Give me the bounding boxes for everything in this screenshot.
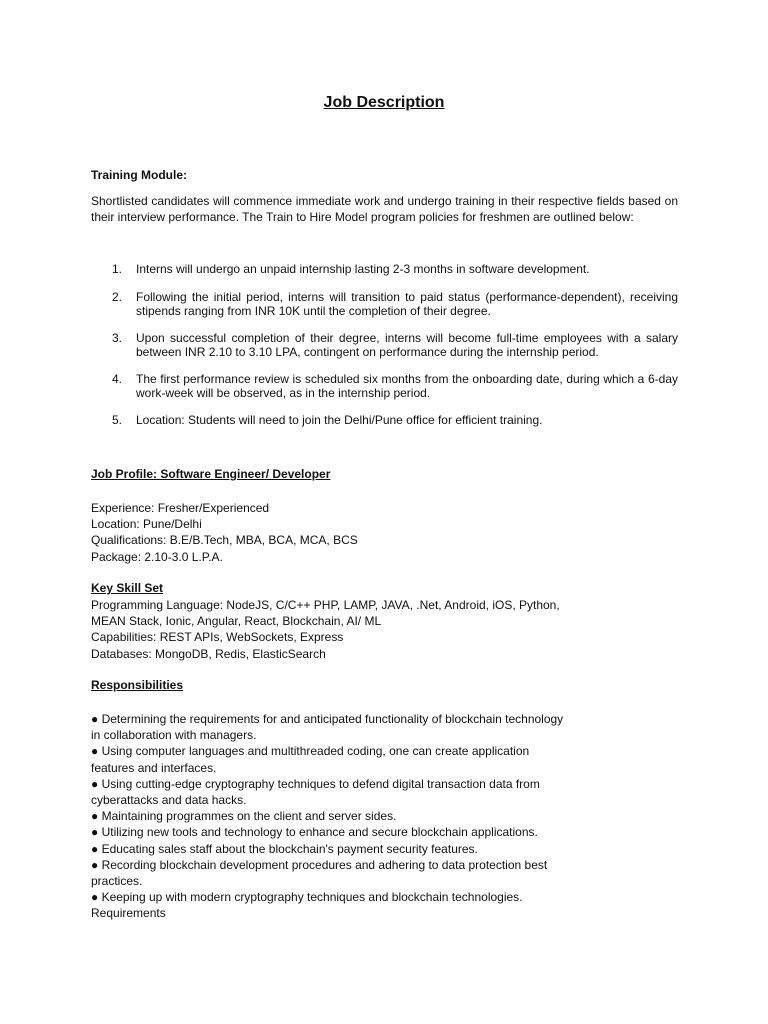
job-profile-details	[91, 500, 358, 565]
skill-line: Databases: MongoDB, Redis, ElasticSearch	[91, 646, 326, 661]
list-item	[91, 331, 678, 359]
list-item	[91, 413, 678, 427]
skill-line: Capabilities: REST APIs, WebSockets, Express	[91, 630, 344, 645]
responsibility-line: Requirements	[91, 906, 166, 921]
responsibilities-heading: Responsibilities	[91, 678, 184, 692]
responsibility-line: ● Recording blockchain development procedures and adhering to data protection best	[91, 857, 548, 872]
responsibility-line: ● Maintaining programmes on the client and server sides.	[91, 809, 397, 824]
list-item-text: The first performance review is scheduled six months from the onboarding date, during which a 6-day work-week will be observed, as in the internship period.	[136, 372, 678, 400]
key-skill-set-heading: Key Skill Set	[91, 581, 164, 595]
skill-line: MEAN Stack, Ionic, Angular, React, Blockchain, AI/ ML	[91, 614, 382, 629]
list-item-number: 2.	[112, 290, 123, 304]
responsibility-line: in collaboration with managers.	[91, 728, 257, 743]
responsibility-line: ● Keeping up with modern cryptography techniques and blockchain technologies.	[91, 890, 523, 905]
responsibility-line: cyberattacks and data hacks.	[91, 793, 247, 808]
list-item-number: 1.	[112, 262, 123, 276]
list-item-number: 5.	[112, 413, 123, 427]
list-item-text: Following the initial period, interns will transition to paid status (performance-dependent), receiving stipends ranging from INR 10K until the completion of their degree.	[136, 290, 678, 318]
list-item-number: 4.	[112, 372, 123, 386]
training-intro-paragraph: Shortlisted candidates will commence immediate work and undergo training in their respective fields based on their interview performance. The Train to Hire Model program policies for freshmen are outlined below:	[91, 194, 678, 224]
profile-line: Package: 2.10-3.0 L.P.A.	[91, 549, 223, 564]
job-profile-heading: Job Profile: Software Engineer/ Developer	[91, 467, 331, 481]
list-item-number: 3.	[112, 331, 123, 345]
profile-line: Experience: Fresher/Experienced	[91, 501, 270, 515]
responsibility-line: ● Utilizing new tools and technology to enhance and secure blockchain applications.	[91, 825, 538, 840]
list-item-text: Location: Students will need to join the Delhi/Pune office for efficient training.	[136, 413, 543, 427]
page-title: Job Description	[323, 94, 445, 111]
responsibility-line: features and interfaces.	[91, 760, 217, 775]
profile-line: Qualifications: B.E/B.Tech, MBA, BCA, MCA, BCS	[91, 533, 358, 548]
training-module-heading: Training Module:	[91, 168, 187, 182]
training-policy-list	[91, 262, 678, 427]
key-skill-set-details	[91, 597, 560, 662]
list-item	[91, 262, 678, 276]
responsibility-line: ● Using cutting-edge cryptography techniques to defend digital transaction data from	[91, 776, 540, 791]
responsibility-line: ● Educating sales staff about the blockchain's payment security features.	[91, 841, 478, 856]
responsibility-line: ● Using computer languages and multithreaded coding, one can create application	[91, 744, 530, 759]
list-item-text: Upon successful completion of their degree, interns will become full-time employees with a salary between INR 2.10 to 3.10 LPA, contingent on performance during the internship period.	[136, 331, 678, 359]
responsibility-line: ● Determining the requirements for and anticipated functionality of blockchain technology	[91, 712, 564, 726]
responsibilities-list	[91, 711, 563, 922]
responsibility-line: practices.	[91, 874, 143, 889]
list-item	[91, 372, 678, 400]
list-item	[91, 290, 678, 318]
profile-line: Location: Pune/Delhi	[91, 517, 202, 532]
list-item-text: Interns will undergo an unpaid internship lasting 2-3 months in software development.	[136, 262, 590, 276]
skill-line: Programming Language: NodeJS, C/C++ PHP, LAMP, JAVA, .Net, Android, iOS, Python,	[91, 598, 560, 612]
